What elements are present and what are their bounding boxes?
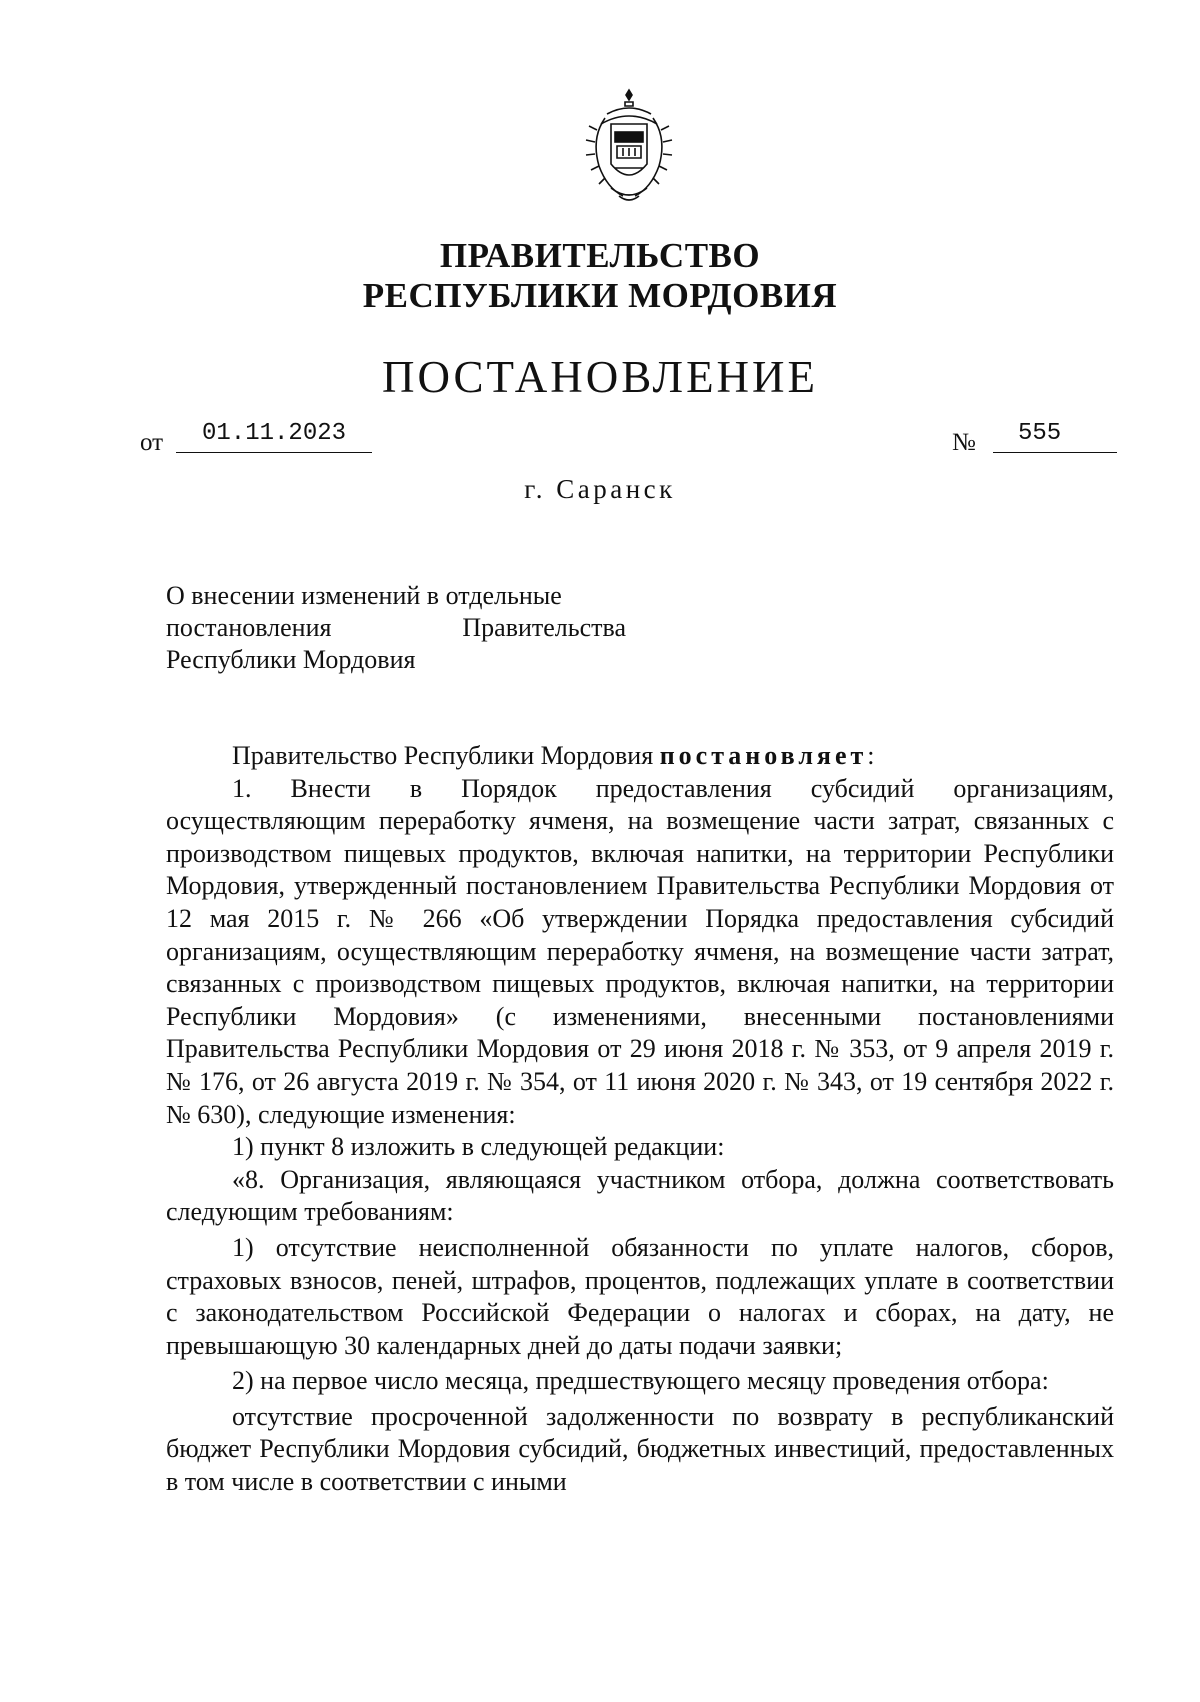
body-paragraph: «8. Организация, являющаяся участником отбора, должна соответствовать следующим требованиям: <box>166 1164 1114 1227</box>
document-date: 01.11.2023 <box>202 420 347 447</box>
intro-colon: : <box>867 741 875 770</box>
document-subject <box>166 580 626 676</box>
coat-of-arms-emblem <box>571 84 687 210</box>
subject-line: Республики Мордовия <box>166 645 416 674</box>
number-underline <box>993 452 1117 453</box>
city-name: г. Саранск <box>524 474 676 504</box>
body-intro <box>166 740 1114 773</box>
date-underline <box>176 452 372 453</box>
subject-word: Правительства <box>462 613 626 642</box>
intro-decree-word: постановляет <box>659 741 868 770</box>
intro-text: Правительство Республики Мордовия <box>232 741 660 770</box>
number-prefix: № <box>952 429 976 456</box>
body-paragraph: отсутствие просроченной задолженности по возврату в республиканский бюджет Республики Мордовия субсидий, бюджетных инвестиций, предоставленных в том числе в соответствии с иными <box>166 1401 1114 1497</box>
government-name-line2: РЕСПУБЛИКИ МОРДОВИЯ <box>362 276 838 315</box>
body-paragraph: 1. Внести в Порядок предоставления субсидий организациям, осуществляющим переработку ячменя, на возмещение части затрат, связанных с производством пищевых продуктов, включая напитки, на территории Республики Мордовия, утвержденный постановлением Правительства Республики Мордовия от 12 мая 2015 г. № 266 «Об утверждении Порядка предоставления субсидий организациям, осуществляющим переработку ячменя, на возмещение части затрат, связанных с производством пищевых продуктов, включая напитки, на территории Республики Мордовия» (с изменениями, внесенными постановлениями Правительства Республики Мордовия от 29 июня 2018 г. № 353, от 9 апреля 2019 г. № 176, от 26 августа 2019 г. № 354, от 11 июня 2020 г. № 343, от 19 сентября 2022 г. № 630), следующие изменения: <box>166 773 1114 1129</box>
body-paragraph: 2) на первое число месяца, предшествующего месяцу проведения отбора: <box>232 1366 1049 1396</box>
subject-line <box>166 612 626 644</box>
document-number: 555 <box>1018 420 1062 447</box>
date-prefix: от <box>140 429 164 456</box>
subject-word: постановления <box>166 613 332 642</box>
document-type-title: ПОСТАНОВЛЕНИЕ <box>381 352 819 402</box>
document-body <box>166 740 1114 1499</box>
body-paragraph: 1) отсутствие неисполненной обязанности по уплате налогов, сборов, страховых взносов, пеней, штрафов, процентов, подлежащих уплате в соответствии с законодательством Российской Федерации о налогах и сборах, на дату, не превышающую 30 календарных дней до даты подачи заявки; <box>166 1232 1114 1360</box>
government-name-line1: ПРАВИТЕЛЬСТВО <box>439 236 761 275</box>
subject-line: О внесении изменений в отдельные <box>166 581 562 610</box>
body-paragraph: 1) пункт 8 изложить в следующей редакции: <box>232 1132 725 1162</box>
